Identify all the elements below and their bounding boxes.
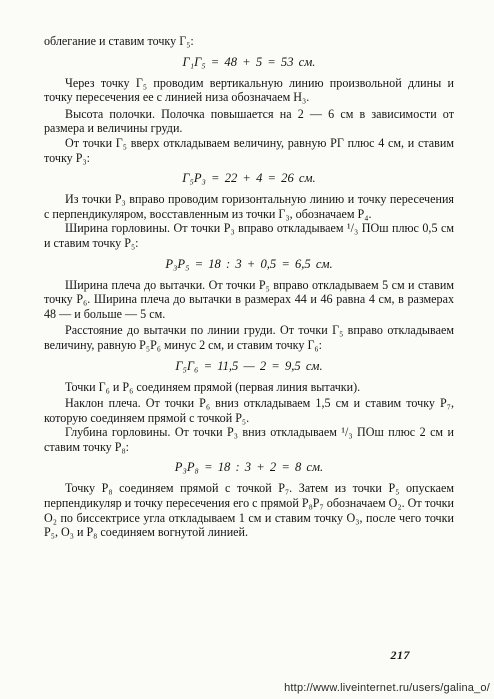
paragraph: Глубина горловины. От точки Р₃ вниз откладываем ¹/₃ ПОш плюс 2 см и ставим точку Р₈: xyxy=(44,425,454,454)
paragraph: Точку Р₈ соединяем прямой с точкой Р₇. Затем из точки Р₅ опускаем перпендикуляр и точку пересечения его с прямой Р₈Р₇ обозначаем О₂. От точки О₂ по биссектрисе угла откладываем 1 см и ставим точку О₃, после чего точки Р₅, О₃ и Р₈ соединяем вогнутой линией. xyxy=(44,481,454,540)
footer-url: http://www.liveinternet.ru/users/galina_o/ xyxy=(284,682,490,694)
formula: Р₃Р₈ = 18 : 3 + 2 = 8 см. xyxy=(174,460,324,475)
paragraph: Ширина плеча до вытачки. От точки Р₅ вправо откладываем 5 см и ставим точку Р₆. Ширина плеча до вытачки в размерах 44 и 46 равна 4 см, в размерах 48 — и больше — 5 см. xyxy=(44,277,454,321)
paragraph: Точки Г₆ и Р₆ соединяем прямой (первая линия вытачки). xyxy=(65,379,361,394)
formula: Г₅Р₃ = 22 + 4 = 26 см. xyxy=(182,171,316,186)
formula: Г₁Г₅ = 48 + 5 = 53 см. xyxy=(182,54,316,69)
paragraph: Высота полочки. Полочка повышается на 2 — 6 см в зависимости от размера и величины груди. xyxy=(44,106,454,136)
paragraph: Через точку Г₅ проводим вертикальную линию произвольной длины и точку пересечения ее с линией низа обозначаем Н₃. xyxy=(44,75,454,105)
formula: Г₅Г₆ = 11,5 — 2 = 9,5 см. xyxy=(175,358,323,373)
formula: Р₃Р₅ = 18 : 3 + 0,5 = 6,5 см. xyxy=(165,256,333,271)
page-number: 217 xyxy=(390,648,410,662)
paragraph: облегание и ставим точку Г₅: xyxy=(44,34,194,48)
paragraph: От точки Г₅ вверх откладываем величину, равную РГ плюс 4 см, и ставим точку Р₃: xyxy=(44,135,454,165)
paragraph: Расстояние до вытачки по линии груди. От точки Г₅ вправо откладываем величину, равную Р₅Р₆ минус 2 см, и ставим точку Г₆: xyxy=(44,323,454,352)
paragraph: Наклон плеча. От точки Р₆ вниз откладываем 1,5 см и ставим точку Р₇, которую соединяем прямой с точкой Р₅. xyxy=(44,396,454,425)
document-body xyxy=(44,34,454,540)
paragraph: Ширина горловины. От точки Р₃ вправо откладываем ¹/₃ ПОш плюс 0,5 см и ставим точку Р₅: xyxy=(44,221,454,250)
paragraph: Из точки Р₃ вправо проводим горизонтальную линию и точку пересечения с перпендикуляром, восставленным из точки Г₃, обозначаем Р₄. xyxy=(44,192,454,221)
